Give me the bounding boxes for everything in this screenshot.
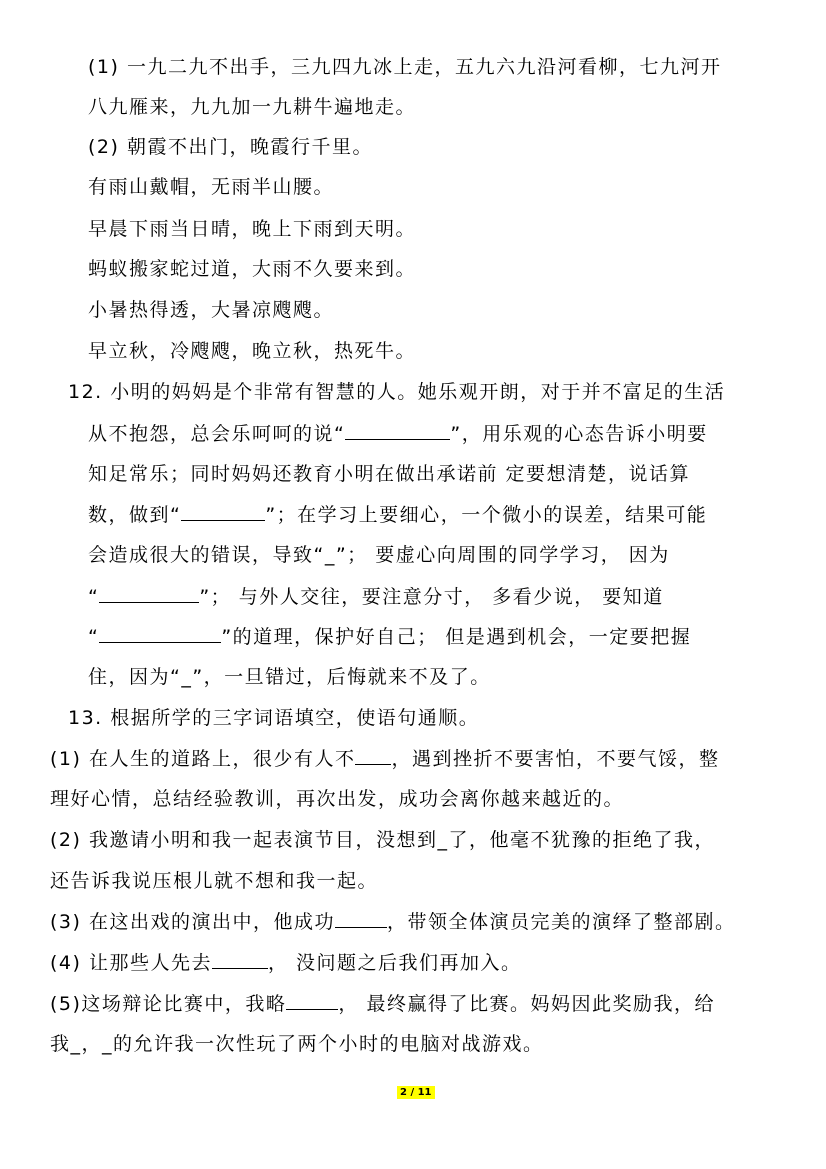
blank-line bbox=[99, 624, 221, 643]
text-line: (2) 我邀请小明和我一起表演节目，没想到_了，他毫不犹豫的拒绝了我， bbox=[50, 829, 715, 851]
text-line: 有雨山戴帽，无雨半山腰。 bbox=[88, 176, 335, 198]
text-line: (3) 在这出戏的演出中，他成功 bbox=[50, 911, 335, 933]
text-line: 知足常乐；同时妈妈还教育小明在做出承诺前 定要想清楚，说话算 bbox=[88, 463, 691, 485]
question-13-title: 13. 根据所学的三字词语填空，使语句通顺。 bbox=[68, 707, 480, 729]
blank-line bbox=[212, 950, 268, 969]
text-line: 理好心情，总结经验教训，再次出发，成功会离你越来越近的。 bbox=[50, 788, 625, 810]
text-line: ， 最终赢得了比赛。妈妈因此奖励我，给 bbox=[338, 993, 715, 1015]
blank-line bbox=[335, 909, 387, 928]
text-line: (1) 在人生的道路上，很少有人不 bbox=[50, 748, 356, 770]
blank-line bbox=[99, 584, 199, 603]
text-line: “ bbox=[88, 626, 100, 648]
text-line: ”，用乐观的心态告诉小明要 bbox=[450, 423, 708, 445]
text-line: ，带领全体演员完美的演绎了整部剧。 bbox=[386, 911, 736, 933]
blank-line bbox=[355, 746, 391, 765]
text-line: 还告诉我说压根儿就不想和我一起。 bbox=[50, 870, 379, 892]
text-line: (4) 让那些人先去 bbox=[50, 952, 212, 974]
text-line: “ bbox=[88, 586, 100, 608]
text-line: 八九雁来，九九加一九耕牛遍地走。 bbox=[88, 96, 417, 118]
text-line: 会造成很大的错误，导致“_”； 要虚心向周围的同学学习， 因为 bbox=[88, 544, 670, 566]
blank-line bbox=[181, 502, 265, 521]
text-line: 蚂蚁搬家蛇过道，大雨不久要来到。 bbox=[88, 258, 417, 280]
text-line: (5)这场辩论比赛中，我略 bbox=[50, 993, 287, 1015]
text-line: 住，因为“_”，一旦错过，后悔就来不及了。 bbox=[88, 666, 491, 688]
text-line: (1) 一九二九不出手，三九四九冰上走，五九六九沿河看柳，七九河开 bbox=[88, 56, 722, 78]
text-line: ，遇到挫折不要害怕，不要气馁，整 bbox=[391, 748, 720, 770]
text-line: ”；在学习上要细心，一个微小的误差，结果可能 bbox=[265, 504, 708, 526]
text-line: 我_，_的允许我一次性玩了两个小时的电脑对战游戏。 bbox=[50, 1033, 544, 1055]
text-line: ”； 与外人交往，要注意分寸， 多看少说， 要知道 bbox=[199, 586, 664, 608]
text-line: 早立秋，冷飕飕，晚立秋，热死牛。 bbox=[88, 340, 417, 362]
page-number: 2 / 11 bbox=[397, 1086, 435, 1099]
text-line: 从不抱怨，总会乐呵呵的说“ bbox=[88, 423, 346, 445]
text-line: (2) 朝霞不出门，晚霞行千里。 bbox=[88, 136, 373, 158]
question-12-title: 12. 小明的妈妈是个非常有智慧的人。她乐观开朗，对于并不富足的生活 bbox=[68, 381, 726, 403]
text-line: 早晨下雨当日晴，晚上下雨到天明。 bbox=[88, 218, 417, 240]
text-line: 数，做到“ bbox=[88, 504, 182, 526]
text-line: ”的道理，保护好自己； 但是遇到机会，一定要把握 bbox=[221, 626, 692, 648]
blank-line bbox=[345, 421, 450, 440]
text-line: ， 没问题之后我们再加入。 bbox=[267, 952, 522, 974]
text-line: 小暑热得透，大暑凉飕飕。 bbox=[88, 299, 335, 321]
blank-line bbox=[286, 991, 338, 1010]
